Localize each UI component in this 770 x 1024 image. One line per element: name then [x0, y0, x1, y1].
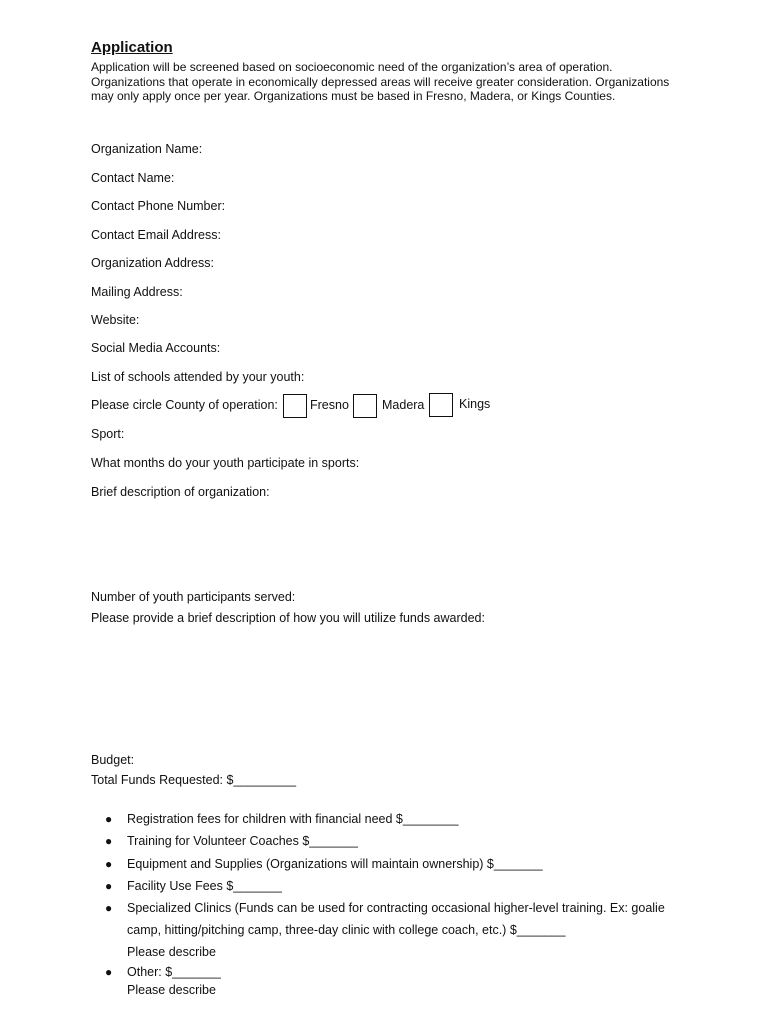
kings-checkbox[interactable]: [429, 393, 453, 417]
website-label: Website:: [91, 313, 140, 327]
organization-name-label: Organization Name:: [91, 142, 203, 156]
intro-paragraph: Application will be screened based on socioeconomic need of the organization’s area of operation. Organizations that operate in economically depressed areas will receive greater consideration. Organizations may only apply once per year. Organizations must be based in Fresno, Madera, or Kings Counties.: [91, 60, 670, 103]
bullet-icon: ●: [105, 901, 113, 915]
funds-usage-label: Please provide a brief description of how you will utilize funds awarded:: [91, 611, 485, 625]
fresno-checkbox[interactable]: [283, 394, 307, 418]
schools-label: List of schools attended by your youth:: [91, 370, 305, 384]
budget-item-clinics: Specialized Clinics (Funds can be used for contracting occasional higher-level training. Ex: goalie camp, hitting/pitching camp, three-day clinic with college coach, etc.) $_______: [127, 901, 665, 937]
contact-email-label: Contact Email Address:: [91, 228, 221, 242]
organization-address-label: Organization Address:: [91, 256, 214, 270]
bullet-icon: ●: [105, 965, 113, 979]
clinics-please-describe: Please describe: [127, 945, 216, 959]
mailing-address-label: Mailing Address:: [91, 285, 183, 299]
budget-item-facility: Facility Use Fees $_______: [127, 879, 282, 893]
budget-item-equipment: Equipment and Supplies (Organizations will maintain ownership) $_______: [127, 857, 543, 871]
social-media-label: Social Media Accounts:: [91, 341, 221, 355]
kings-label: Kings: [459, 397, 491, 411]
bullet-icon: ●: [105, 834, 113, 848]
total-funds-label: Total Funds Requested: $_________: [91, 773, 297, 787]
budget-heading: Budget:: [91, 753, 135, 767]
participants-label: Number of youth participants served:: [91, 590, 296, 604]
county-label: Please circle County of operation:: [91, 398, 278, 412]
contact-name-label: Contact Name:: [91, 171, 175, 185]
contact-phone-label: Contact Phone Number:: [91, 199, 226, 213]
bullet-icon: ●: [105, 879, 113, 893]
budget-item-other: Other: $_______: [127, 965, 221, 979]
list-item: [91, 897, 691, 963]
other-please-describe: Please describe: [127, 983, 216, 997]
budget-item-registration: Registration fees for children with financial need $________: [127, 812, 459, 826]
months-label: What months do your youth participate in sports:: [91, 456, 360, 470]
budget-item-training: Training for Volunteer Coaches $_______: [127, 834, 358, 848]
bullet-icon: ●: [105, 812, 113, 826]
madera-label: Madera: [382, 398, 425, 412]
fresno-label: Fresno: [310, 398, 349, 412]
page-title: Application: [91, 39, 173, 56]
bullet-icon: ●: [105, 857, 113, 871]
list-item: [91, 961, 691, 1001]
madera-checkbox[interactable]: [353, 394, 377, 418]
sport-label: Sport:: [91, 427, 125, 441]
organization-description-label: Brief description of organization:: [91, 485, 270, 499]
